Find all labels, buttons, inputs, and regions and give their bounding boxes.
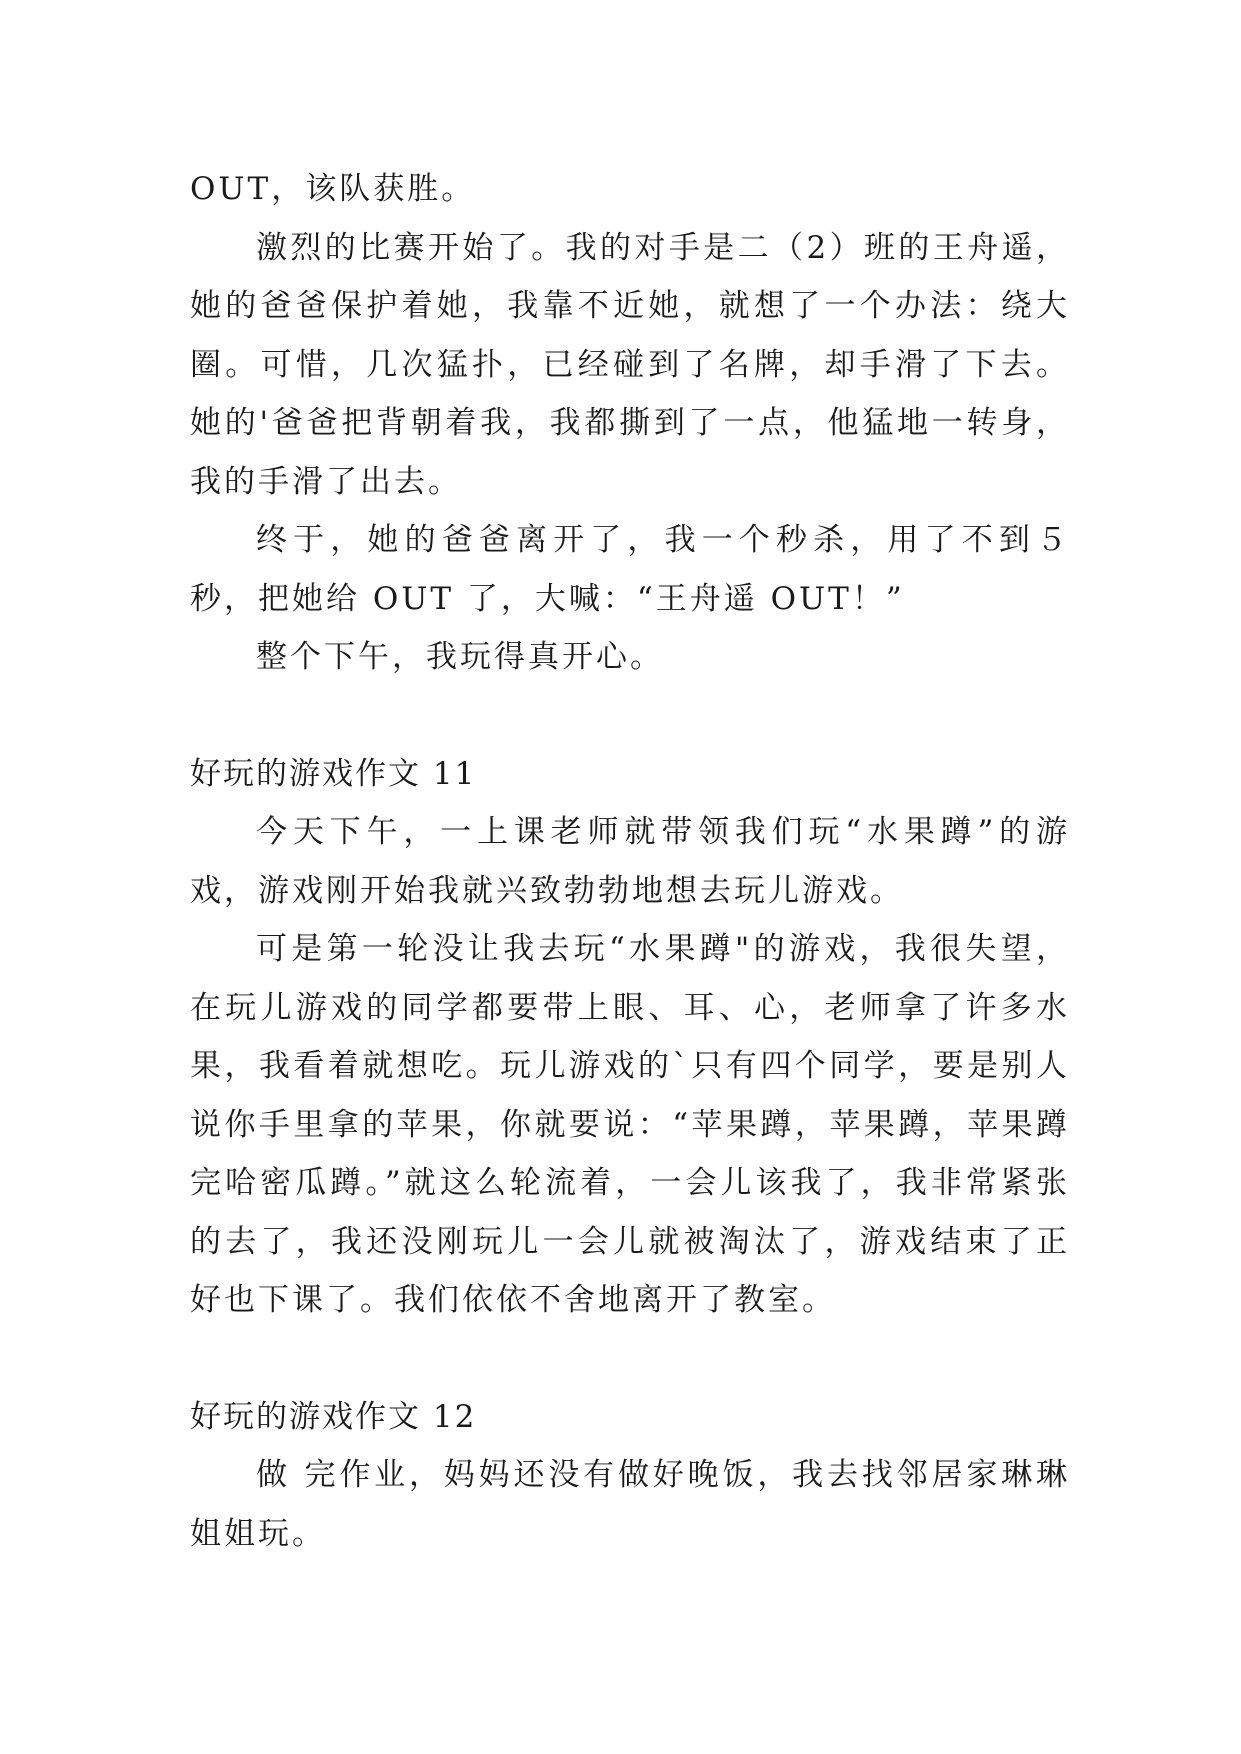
paragraph: 做 完作业，妈妈还没有做好晚饭，我去找邻居家琳琳姐姐玩。 <box>190 1457 1070 1552</box>
paragraph: 可是第一轮没让我去玩“水果蹲"的游戏，我很失望，在玩儿游戏的同学都要带上眼、耳、心，老师拿了许多水果，我看着就想吃。玩儿游戏的`只有四个同学，要是别人说你手里拿的苹果，你就要说：“苹果蹲，苹果蹲，苹果蹲完哈密瓜蹲。”就这么轮流着，一会儿该我了，我非常紧张的去了，我还没刚玩儿一会儿就被淘汰了，游戏结束了正好也下课了。我们依依不舍地离开了教室。 <box>190 931 1070 1318</box>
paragraph: 激烈的比赛开始了。我的对手是二（2）班的王舟遥，她的爸爸保护着她，我靠不近她，就想了一个办法：绕大圈。可惜，几次猛扑，已经碰到了名牌，却手滑了下去。她的'爸爸把背朝着我，我都撕到了一点，他猛地一转身，我的手滑了出去。 <box>190 229 1070 500</box>
section-title: 好玩的游戏作文 12 <box>190 1398 477 1435</box>
paragraph: 终于，她的爸爸离开了，我一个秒杀，用了不到５秒，把她给 OUT 了，大喊：“王舟遥 OUT！” <box>190 522 1070 617</box>
paragraph: 今天下午，一上课老师就带领我们玩“水果蹲”的游戏，游戏刚开始我就兴致勃勃地想去玩儿游戏。 <box>190 814 1070 909</box>
section-title: 好玩的游戏作文 11 <box>190 755 477 792</box>
essay-body <box>190 160 1070 1563</box>
section-spacer <box>190 687 1070 745</box>
section-spacer <box>190 1330 1070 1388</box>
paragraph-continued: OUT，该队获胜。 <box>190 171 476 207</box>
paragraph: 整个下午，我玩得真开心。 <box>256 639 664 675</box>
